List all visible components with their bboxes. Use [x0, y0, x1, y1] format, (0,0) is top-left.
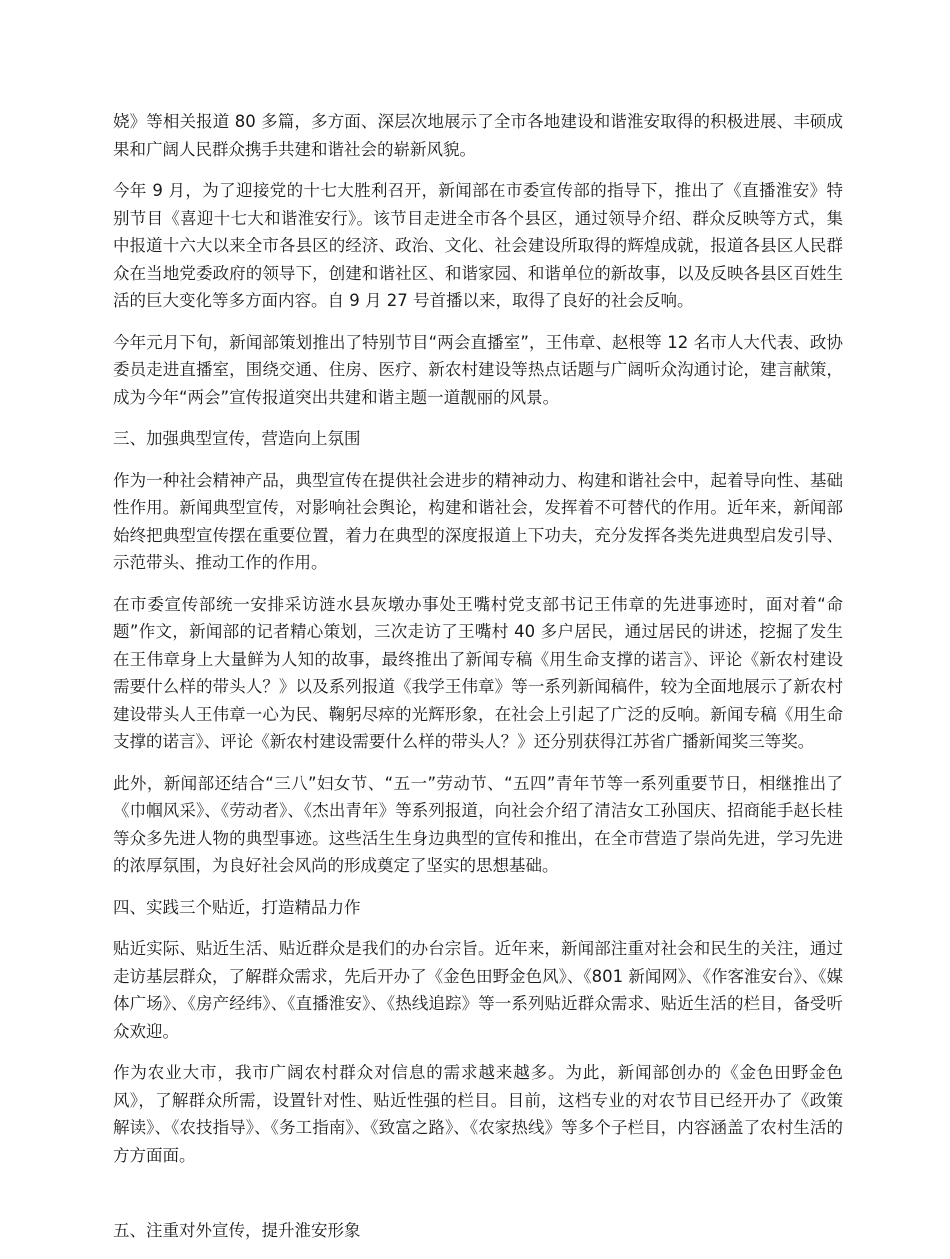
paragraph: 在市委宣传部统一安排采访涟水县灰墩办事处王嘴村党支部书记王伟章的先进事迹时，面对着“命题”作文，新闻部的记者精心策划，三次走访了王嘴村 40 多户居民，通过居民的讲述，挖掘了发生在王伟章身上大量鲜为人知的故事，最终推出了新闻专稿《用生命支撑的诺言》、评论《新农村建设需要什么样的带头人？》以及系列报道《我学王伟章》等一系列新闻稿件，较为全面地展示了新农村建设带头人王伟章一心为民、鞠躬尽瘁的光辉形象，在社会上引起了广泛的反响。新闻专稿《用生命支撑的诺言》、评论《新农村建设需要什么样的带头人？》还分别获得江苏省广播新闻奖三等奖。 — [113, 594, 843, 751]
paragraph: 此外，新闻部还结合“三八”妇女节、“五一”劳动节、“五四”青年节等一系列重要节日，相继推出了《巾帼风采》、《劳动者》、《杰出青年》等系列报道，向社会介绍了清洁女工孙国庆、招商能手赵长桂等众多先进人物的典型事迹。这些活生生身边典型的宣传和推出，在全市营造了崇尚先进，学习先进的浓厚氛围，为良好社会风尚的形成奠定了坚实的思想基础。 — [113, 773, 843, 875]
section-heading: 五、注重对外宣传，提升淮安形象 — [113, 1221, 361, 1240]
blank-spacer — [113, 1183, 843, 1217]
paragraph: 贴近实际、贴近生活、贴近群众是我们的办台宗旨。近年来，新闻部注重对社会和民生的关注，通过走访基层群众，了解群众需求，先后开办了《金色田野金色风》、《801 新闻网》、《作客淮安台》、《媒体广场》、《房产经纬》、《直播淮安》、《热线追踪》等一系列贴近群众需求、贴近生活的栏目，备受听众欢迎。 — [113, 939, 843, 1041]
paragraph: 作为一种社会精神产品，典型宣传在提供社会进步的精神动力、构建和谐社会中，起着导向性、基础性作用。新闻典型宣传，对影响社会舆论，构建和谐社会，发挥着不可替代的作用。近年来，新闻部始终把典型宣传摆在重要位置，着力在典型的深度报道上下功夫，充分发挥各类先进典型启发引导、示范带头、推动工作的作用。 — [113, 470, 843, 572]
paragraph: 今年元月下旬，新闻部策划推出了特别节目“两会直播室”，王伟章、赵根等 12 名市人大代表、政协委员走进直播室，围绕交通、住房、医疗、新农村建设等热点话题与广阔听众沟通讨论，建言献策，成为今年“两会”宣传报道突出共建和谐主题一道靓丽的风景。 — [113, 332, 843, 407]
paragraph: 作为农业大市，我市广阔农村群众对信息的需求越来越多。为此，新闻部创办的《金色田野金色风》，了解群众所需，设置针对性、贴近性强的栏目。目前，这档专业的对农节目已经开办了《政策解读》、《农技指导》、《务工指南》、《致富之路》、《农家热线》等多个子栏目，内容涵盖了农村生活的方方面面。 — [113, 1063, 843, 1165]
paragraph: 今年 9 月，为了迎接党的十七大胜利召开，新闻部在市委宣传部的指导下，推出了《直播淮安》特别节目《喜迎十七大和谐淮安行》。该节目走进全市各个县区，通过领导介绍、群众反映等方式，集中报道十六大以来全市各县区的经济、政治、文化、社会建设所取得的辉煌成就，报道各县区人民群众在当地党委政府的领导下，创建和谐社区、和谐家园、和谐单位的新故事，以及反映各县区百姓生活的巨大变化等多方面内容。自 9 月 27 号首播以来，取得了良好的社会反响。 — [113, 181, 843, 310]
section-heading: 三、加强典型宣传，营造向上氛围 — [113, 429, 361, 448]
section-heading: 四、实践三个贴近，打造精品力作 — [113, 897, 361, 917]
paragraph: 娆》等相关报道 80 多篇，多方面、深层次地展示了全市各地建设和谐淮安取得的积极进展、丰硕成果和广阔人民群众携手共建和谐社会的崭新风貌。 — [113, 112, 843, 159]
document-body — [113, 108, 843, 1259]
